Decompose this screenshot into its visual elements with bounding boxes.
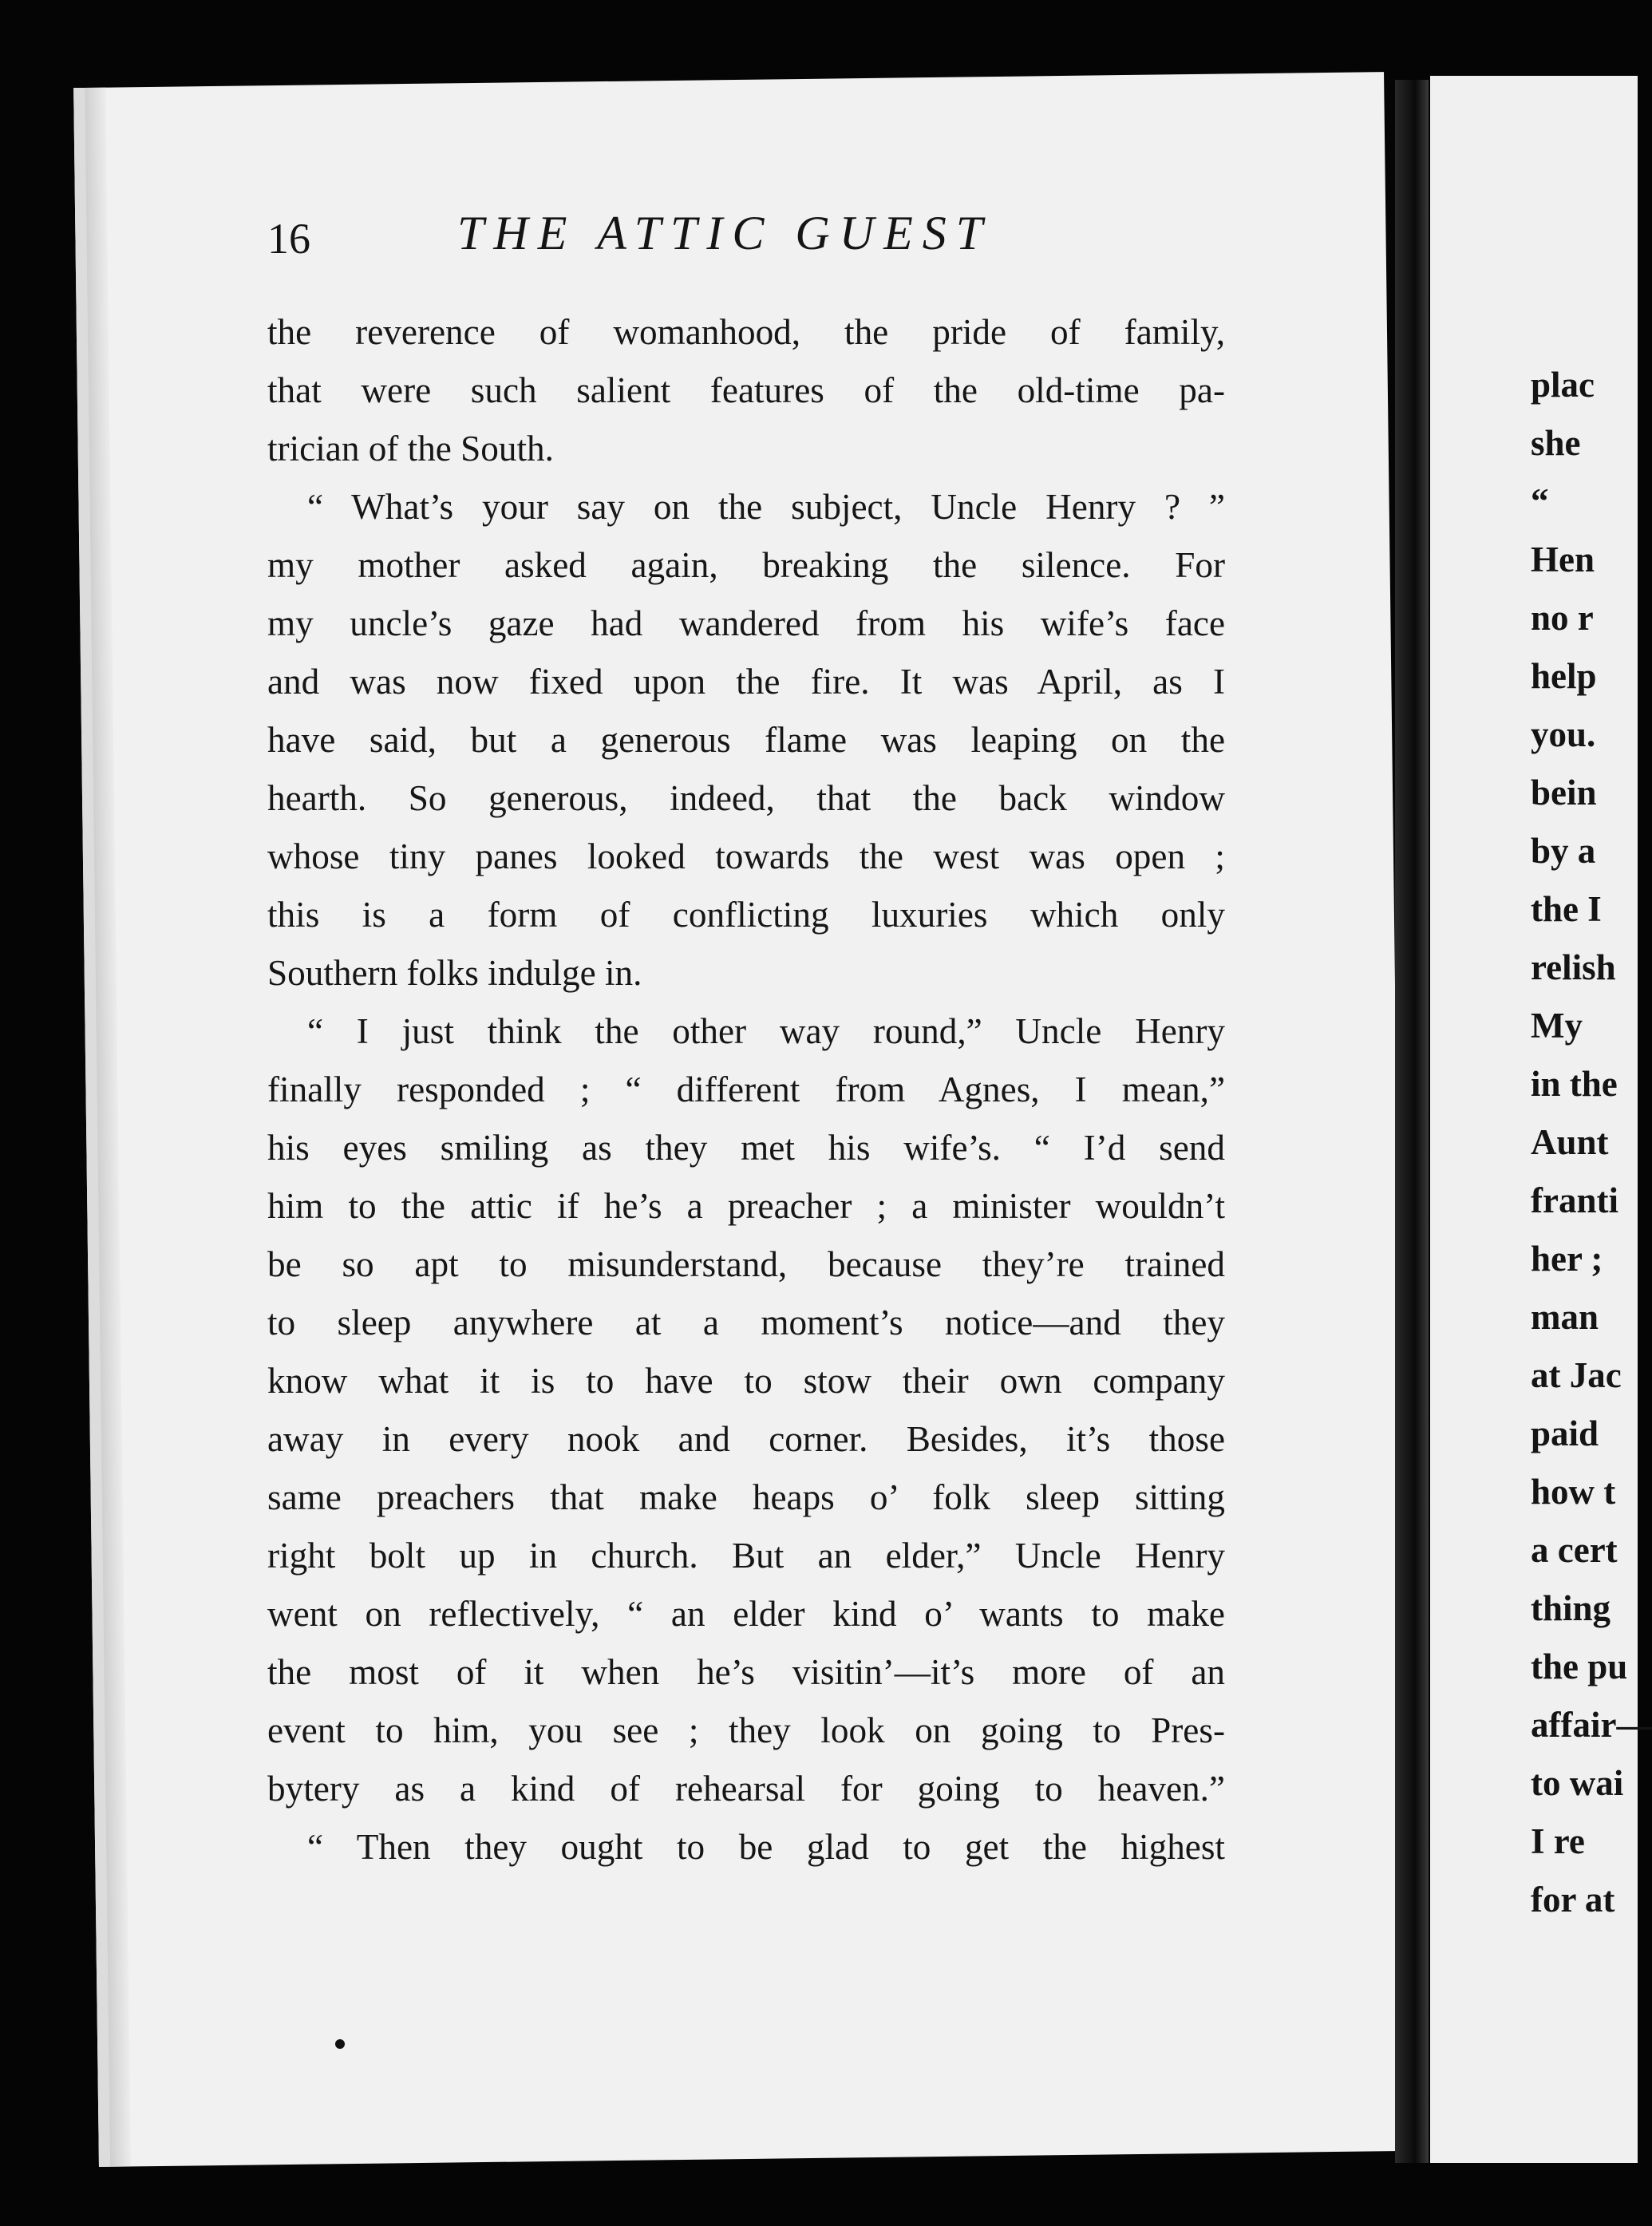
text-line: bytery as a kind of rehearsal for going to heaven.” [267, 1769, 1225, 1809]
text-line: the reverence of womanhood, the pride of family, [267, 312, 1225, 352]
right-text-fragment: you. [1531, 714, 1596, 754]
text-line: “ Then they ought to be glad to get the highest [307, 1827, 1225, 1867]
text-line: my mother asked again, breaking the silence. For [267, 545, 1225, 585]
right-text-fragment: help [1531, 656, 1597, 696]
right-text-fragment: Hen [1531, 540, 1595, 579]
right-page-text [1531, 356, 1652, 1929]
text-line: this is a form of conflicting luxuries which only [267, 895, 1225, 935]
text-line: “ What’s your say on the subject, Uncle Henry ? ” [307, 487, 1225, 527]
right-text-fragment: bein [1531, 773, 1597, 813]
right-text-fragment: by a [1531, 831, 1596, 871]
text-line: that were such salient features of the old-time pa- [267, 370, 1225, 410]
right-text-fragment: a cert [1531, 1530, 1618, 1570]
text-line: and was now fixed upon the fire. It was April, as I [267, 662, 1225, 702]
right-text-fragment: man [1531, 1297, 1599, 1337]
right-text-fragment: no r [1531, 598, 1594, 638]
text-line: finally responded ; “ different from Agnes, I mean,” [267, 1070, 1225, 1109]
text-line: him to the attic if he’s a preacher ; a minister wouldn’t [267, 1186, 1225, 1226]
text-line: right bolt up in church. But an elder,” Uncle Henry [267, 1536, 1225, 1576]
body-text [267, 303, 1225, 1876]
text-line: know what it is to have to stow their own company [267, 1361, 1225, 1401]
text-line: hearth. So generous, indeed, that the back window [267, 778, 1225, 818]
text-line: my uncle’s gaze had wandered from his wife’s face [267, 603, 1225, 643]
right-text-fragment: relish [1531, 947, 1616, 987]
running-title: THE ATTIC GUEST [457, 207, 993, 259]
right-text-fragment: her ; [1531, 1239, 1603, 1279]
right-text-fragment: to wai [1531, 1763, 1624, 1803]
right-text-fragment: for at [1531, 1880, 1615, 1920]
text-line: be so apt to misunderstand, because they’re trained [267, 1244, 1225, 1284]
text-line: “ I just think the other way round,” Uncle Henry [307, 1011, 1225, 1051]
right-text-fragment: at Jac [1531, 1355, 1622, 1395]
text-line: trician of the South. [267, 429, 554, 469]
text-line: have said, but a generous flame was leaping on the [267, 720, 1225, 760]
text-line: went on reflectively, “ an elder kind o’ wants to make [267, 1594, 1225, 1634]
text-line: his eyes smiling as they met his wife’s. “ I’d send [267, 1128, 1225, 1168]
right-text-fragment: thing [1531, 1588, 1611, 1628]
right-text-fragment: she [1531, 423, 1581, 463]
book-gutter [1395, 80, 1429, 2163]
right-text-fragment: plac [1531, 365, 1595, 405]
running-head [267, 207, 1329, 278]
text-line: event to him, you see ; they look on going to Pres- [267, 1710, 1225, 1750]
text-line: whose tiny panes looked towards the west was open ; [267, 836, 1225, 876]
text-line: Southern folks indulge in. [267, 953, 642, 993]
text-line: same preachers that make heaps o’ folk sleep sitting [267, 1477, 1225, 1517]
right-text-fragment: in the [1531, 1064, 1618, 1104]
right-text-fragment: how t [1531, 1472, 1616, 1512]
right-text-fragment: the I [1531, 889, 1602, 929]
text-line: to sleep anywhere at a moment’s notice—and they [267, 1303, 1225, 1342]
right-text-fragment: affair— [1531, 1705, 1652, 1745]
right-text-fragment: “ [1531, 481, 1549, 521]
right-text-fragment: My [1531, 1006, 1583, 1046]
right-text-fragment: franti [1531, 1180, 1618, 1220]
page-number: 16 [267, 215, 310, 263]
ink-speck [335, 2039, 345, 2049]
text-line: away in every nook and corner. Besides, it’s those [267, 1419, 1225, 1459]
right-text-fragment: paid [1531, 1413, 1599, 1453]
right-text-fragment: I re [1531, 1821, 1585, 1861]
text-line: the most of it when he’s visitin’—it’s more of an [267, 1652, 1225, 1692]
right-text-fragment: the pu [1531, 1647, 1628, 1686]
right-text-fragment: Aunt [1531, 1122, 1609, 1162]
